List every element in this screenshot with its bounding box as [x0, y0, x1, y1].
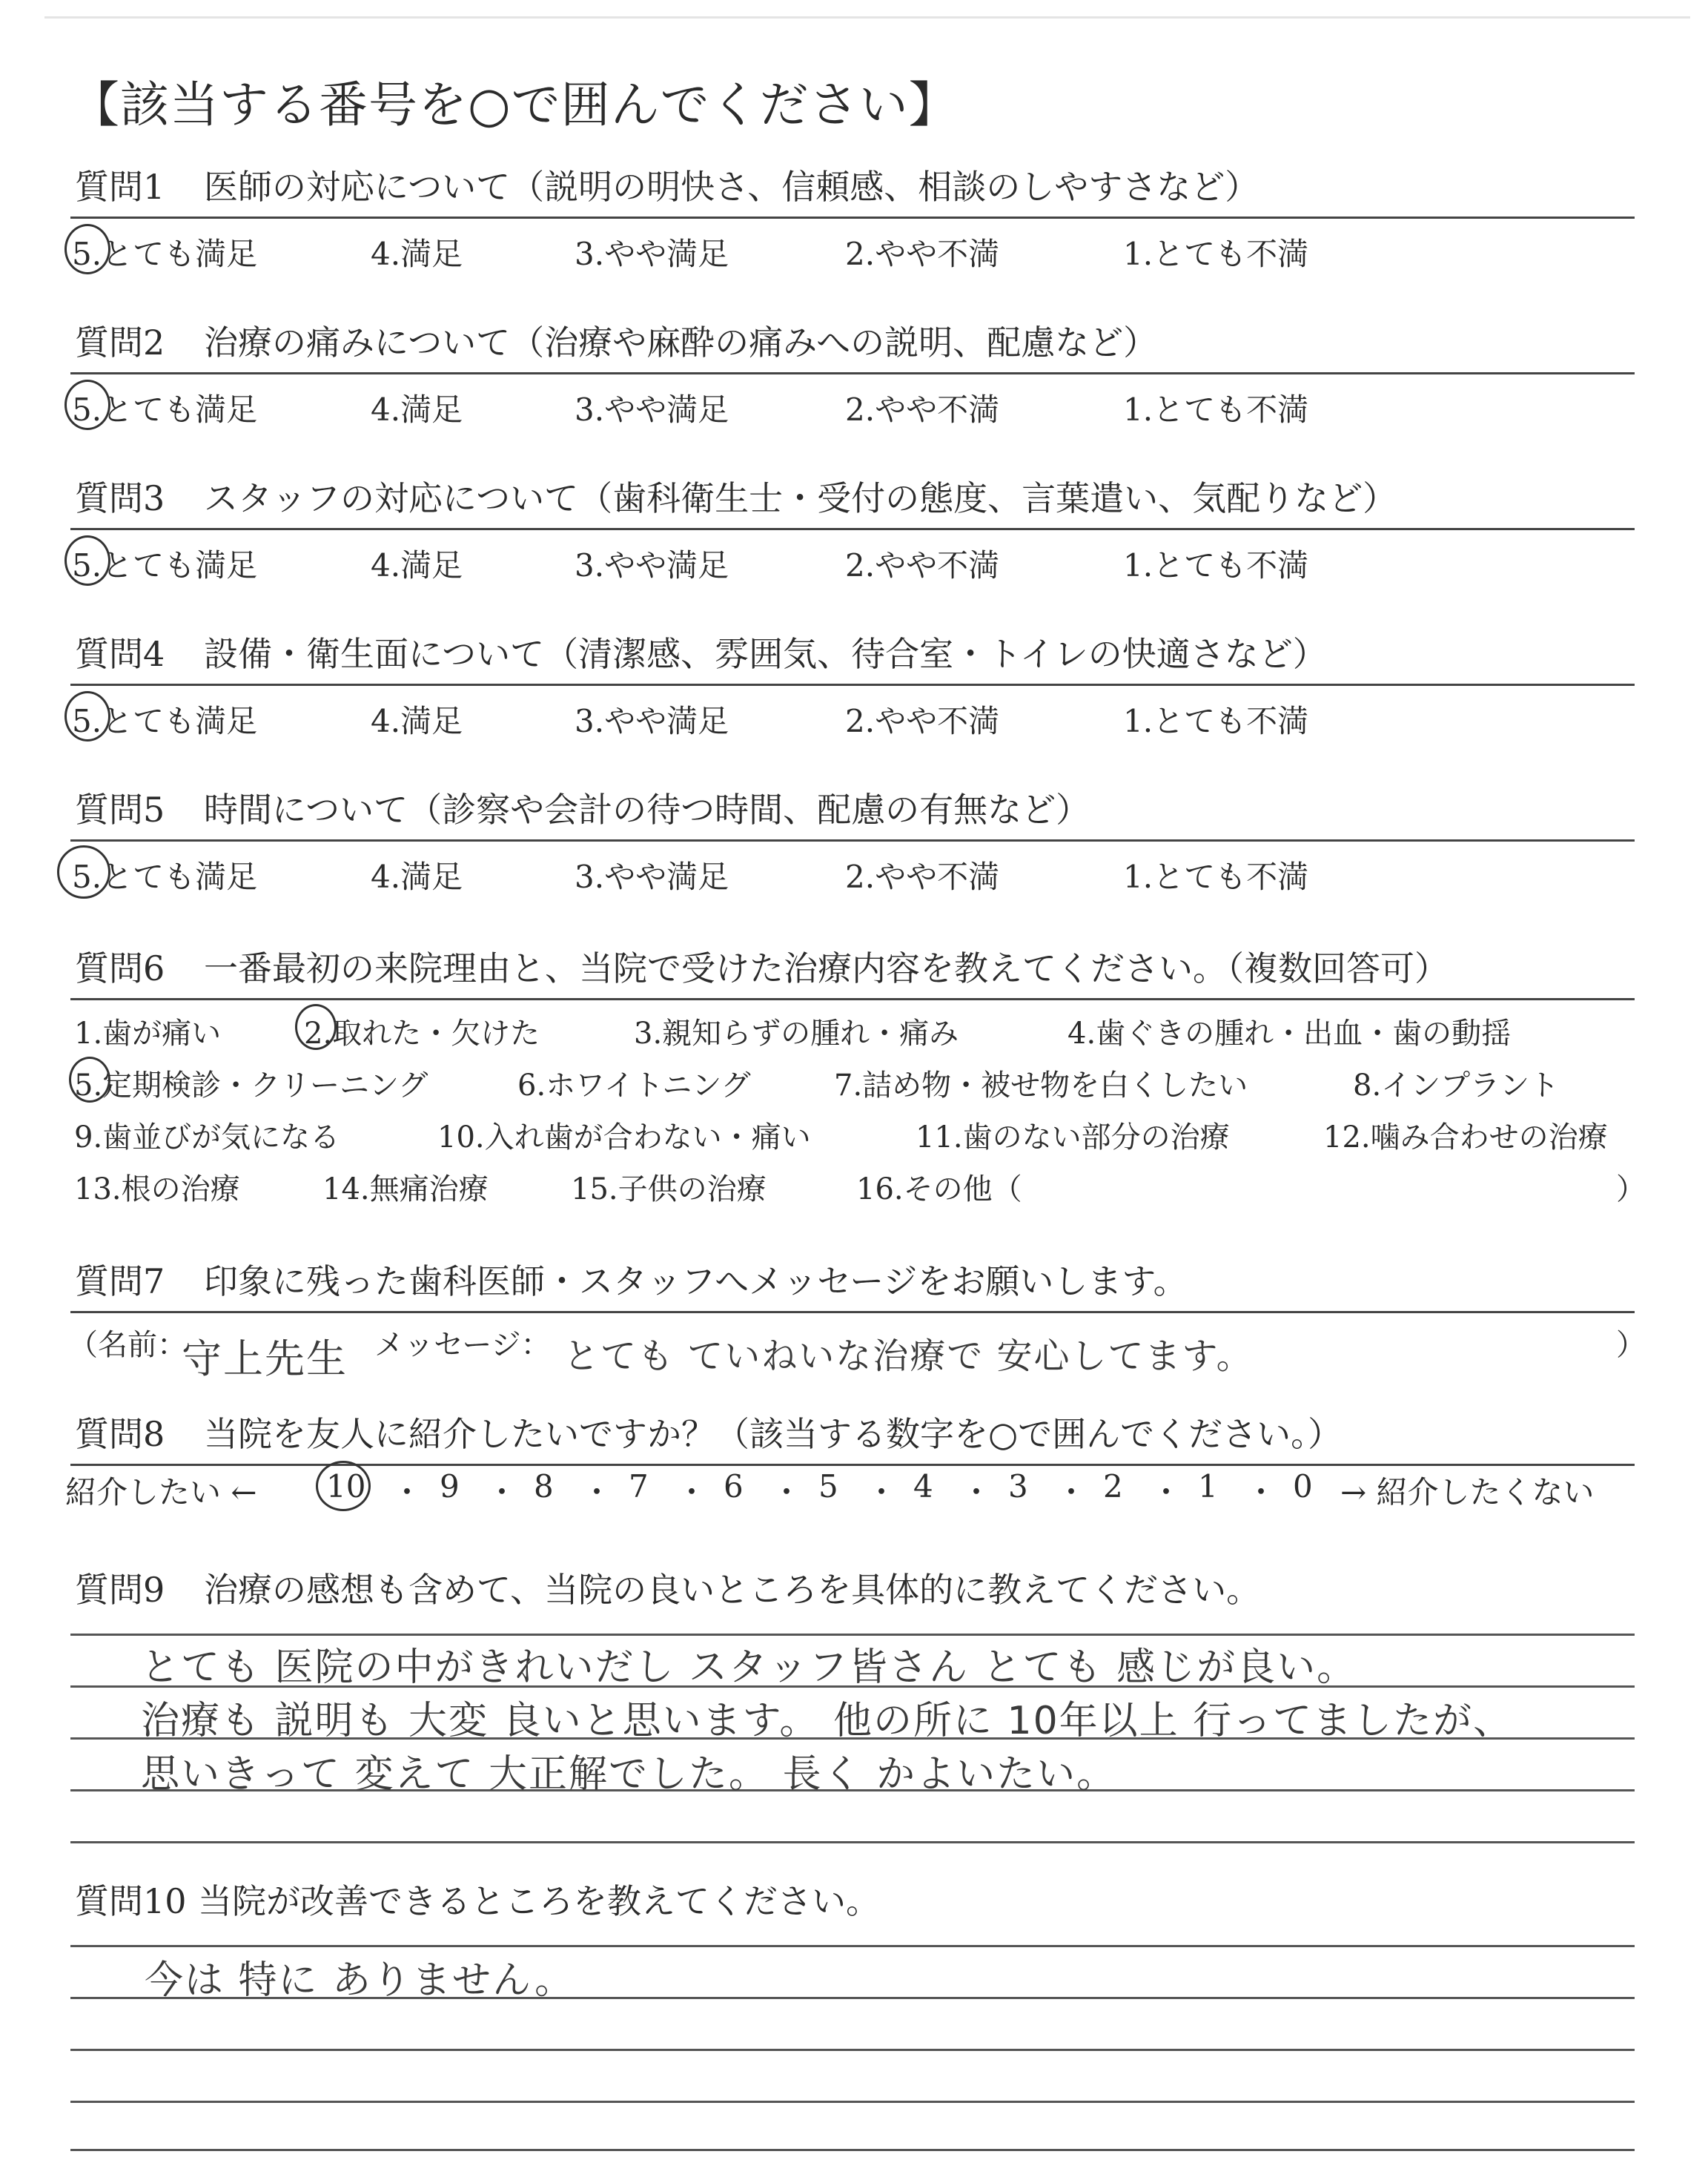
q4-option-2[interactable]: 2.やや不満: [845, 703, 1000, 739]
q4-option-5[interactable]: 5.とても満足: [72, 703, 258, 739]
scale-3[interactable]: 3: [1008, 1468, 1028, 1505]
question-5-options: [70, 853, 1635, 894]
q7-close-paren: ）: [1616, 1328, 1646, 1362]
q6-option-4[interactable]: 4.歯ぐきの腫れ・出血・歯の動揺: [1068, 1017, 1512, 1051]
q6-option-5[interactable]: 5.定期検診・クリーニング: [74, 1069, 428, 1103]
question-1-header: [70, 162, 1635, 219]
scale-dot: ・: [676, 1474, 708, 1510]
scale-dot: ・: [1151, 1474, 1182, 1510]
scale-4[interactable]: 4: [913, 1468, 933, 1505]
question-7-number: 質問7: [75, 1261, 165, 1301]
question-2-header: [70, 317, 1635, 374]
question-7-header: [70, 1256, 1635, 1313]
question-4-number: 質問4: [75, 634, 165, 674]
question-8-number: 質問8: [75, 1414, 165, 1454]
question-5-number: 質問5: [75, 790, 165, 830]
q6-option-12[interactable]: 12.噛み合わせの治療: [1323, 1120, 1608, 1155]
question-10-text: 当院が改善できるところを教えてください。: [198, 1881, 880, 1921]
q6-option-11[interactable]: 11.歯のない部分の治療: [916, 1120, 1230, 1155]
answer-rule: [70, 2101, 1635, 2103]
q7-name-handwritten[interactable]: 守上先生: [182, 1335, 348, 1382]
question-4-header: [70, 629, 1635, 686]
question-9-header: [70, 1565, 1635, 1619]
q9-answer-line-2[interactable]: 治療も 説明も 大変 良いと思います。 他の所に 10年以上 行ってましたが、: [141, 1699, 1514, 1743]
scale-7[interactable]: 7: [629, 1468, 649, 1505]
q6-option-10[interactable]: 10.入れ歯が合わない・痛い: [437, 1120, 811, 1155]
answer-rule: [70, 1945, 1635, 1947]
scale-1[interactable]: 1: [1198, 1468, 1218, 1505]
scale-left-label: 紹介したい ←: [65, 1474, 257, 1510]
question-5-header: [70, 785, 1635, 842]
question-8-text: 当院を友人に紹介したいですか？（該当する数字を○で囲んでください。）: [204, 1414, 1343, 1454]
q6-option-15[interactable]: 15.子供の治療: [571, 1172, 767, 1206]
question-6-text: 一番最初の来院理由と、当院で受けた治療内容を教えてください。（複数回答可）: [204, 948, 1449, 988]
scale-0[interactable]: 0: [1293, 1468, 1313, 1505]
q7-message-label: メッセージ：: [374, 1328, 551, 1362]
q6-option-8[interactable]: 8.インプラント: [1353, 1069, 1560, 1103]
q6-option-3[interactable]: 3.親知らずの腫れ・痛み: [634, 1017, 959, 1051]
scale-right-label: → 紹介したくない: [1340, 1474, 1595, 1510]
scale-dot: ・: [866, 1474, 898, 1510]
scale-9[interactable]: 9: [440, 1468, 460, 1505]
q3-option-2[interactable]: 2.やや不満: [845, 547, 1000, 584]
recommend-scale: [65, 1468, 1637, 1510]
q9-answer-line-3[interactable]: 思いきって 変えて 大正解でした。 長く かよいたい。: [141, 1752, 1117, 1797]
question-4-text: 設備・衛生面について（清潔感、雰囲気、待合室・トイレの快適さなど）: [204, 634, 1327, 674]
scale-dot: ・: [961, 1474, 993, 1510]
question-3-number: 質問3: [75, 478, 165, 518]
scan-edge-line: [44, 16, 1690, 19]
q5-option-5[interactable]: 5.とても満足: [72, 859, 258, 895]
q1-option-4[interactable]: 4.満足: [371, 236, 463, 272]
scale-6[interactable]: 6: [724, 1468, 744, 1505]
question-3-text: スタッフの対応について（歯科衛生士・受付の態度、言葉遣い、気配りなど）: [204, 478, 1397, 518]
question-7-text: 印象に残った歯科医師・スタッフへメッセージをお願いします。: [204, 1261, 1188, 1301]
q6-option-13[interactable]: 13.根の治療: [74, 1172, 240, 1206]
scale-5[interactable]: 5: [818, 1468, 838, 1505]
answer-rule: [70, 2149, 1635, 2151]
q1-option-5[interactable]: 5.とても満足: [72, 236, 258, 272]
q5-option-3[interactable]: 3.やや満足: [575, 859, 729, 895]
q6-option-2[interactable]: 2.取れた・欠けた: [304, 1017, 540, 1051]
q5-option-4[interactable]: 4.満足: [371, 859, 463, 895]
q3-option-4[interactable]: 4.満足: [371, 547, 463, 584]
q6-option-9[interactable]: 9.歯並びが気になる: [74, 1120, 340, 1155]
question-8-header: [70, 1409, 1635, 1466]
q6-option-1[interactable]: 1.歯が痛い: [74, 1017, 222, 1051]
q6-option-16[interactable]: 16.その他（: [856, 1172, 1022, 1206]
scale-10[interactable]: 10: [326, 1468, 366, 1505]
question-6-number: 質問6: [75, 948, 165, 988]
question-9-text: 治療の感想も含めて、当院の良いところを具体的に教えてください。: [204, 1570, 1261, 1610]
question-1-number: 質問1: [75, 167, 165, 207]
q6-option-14[interactable]: 14.無痛治療: [322, 1172, 489, 1206]
question-10-number: 質問10: [75, 1881, 187, 1921]
q2-option-4[interactable]: 4.満足: [371, 392, 463, 428]
q4-option-4[interactable]: 4.満足: [371, 703, 463, 739]
question-3-options: [70, 541, 1635, 583]
question-5-text: 時間について（診察や会計の待つ時間、配慮の有無など）: [204, 790, 1090, 830]
question-1-options: [70, 230, 1635, 271]
q5-option-1[interactable]: 1.とても不満: [1123, 859, 1309, 895]
question-10-header: [70, 1876, 1635, 1931]
q7-name-label: （名前：: [68, 1328, 187, 1362]
page-title: 【該当する番号を○で囲んでください】: [70, 76, 959, 133]
q10-answer-line-1[interactable]: 今は 特に ありません。: [145, 1958, 575, 2003]
question-6-header: [70, 943, 1635, 1000]
q2-option-3[interactable]: 3.やや満足: [575, 392, 729, 428]
q2-option-5[interactable]: 5.とても満足: [72, 392, 258, 428]
q1-option-2[interactable]: 2.やや不満: [845, 236, 1000, 272]
answer-rule: [70, 1841, 1635, 1843]
question-4-options: [70, 697, 1635, 739]
scale-dot: ・: [771, 1474, 803, 1510]
scale-2[interactable]: 2: [1103, 1468, 1123, 1505]
scale-8[interactable]: 8: [534, 1468, 554, 1505]
q4-option-1[interactable]: 1.とても不満: [1123, 703, 1309, 739]
q3-option-5[interactable]: 5.とても満足: [72, 547, 258, 584]
q9-answer-line-1[interactable]: とても 医院の中がきれいだし スタッフ皆さん とても 感じが良い。: [141, 1645, 1357, 1690]
q3-option-1[interactable]: 1.とても不満: [1123, 547, 1309, 584]
q1-option-1[interactable]: 1.とても不満: [1123, 236, 1309, 272]
q6-option-6[interactable]: 6.ホワイトニング: [517, 1069, 751, 1103]
scale-dot: ・: [1056, 1474, 1088, 1510]
q3-option-3[interactable]: 3.やや満足: [575, 547, 729, 584]
question-2-text: 治療の痛みについて（治療や麻酔の痛みへの説明、配慮など）: [204, 323, 1158, 363]
q2-option-2[interactable]: 2.やや不満: [845, 392, 1000, 428]
question-2-options: [70, 386, 1635, 427]
q2-option-1[interactable]: 1.とても不満: [1123, 392, 1309, 428]
scale-dot: ・: [486, 1474, 518, 1510]
q1-option-3[interactable]: 3.やや満足: [575, 236, 729, 272]
q5-option-2[interactable]: 2.やや不満: [845, 859, 1000, 895]
question-3-header: [70, 473, 1635, 530]
question-1-text: 医師の対応について（説明の明快さ、信頼感、相談のしやすさなど）: [204, 167, 1260, 207]
scale-dot: ・: [391, 1474, 423, 1510]
q6-option-7[interactable]: 7.詰め物・被せ物を白くしたい: [834, 1069, 1248, 1103]
answer-rule: [70, 2049, 1635, 2051]
q4-option-3[interactable]: 3.やや満足: [575, 703, 729, 739]
question-9-number: 質問9: [75, 1570, 165, 1610]
scale-dot: ・: [581, 1474, 613, 1510]
q7-message-handwritten[interactable]: とても ていねいな治療で 安心してます。: [563, 1335, 1254, 1377]
scale-dot: ・: [1245, 1474, 1277, 1510]
q6-option-16-close: ）: [1616, 1172, 1646, 1206]
question-2-number: 質問2: [75, 323, 165, 363]
